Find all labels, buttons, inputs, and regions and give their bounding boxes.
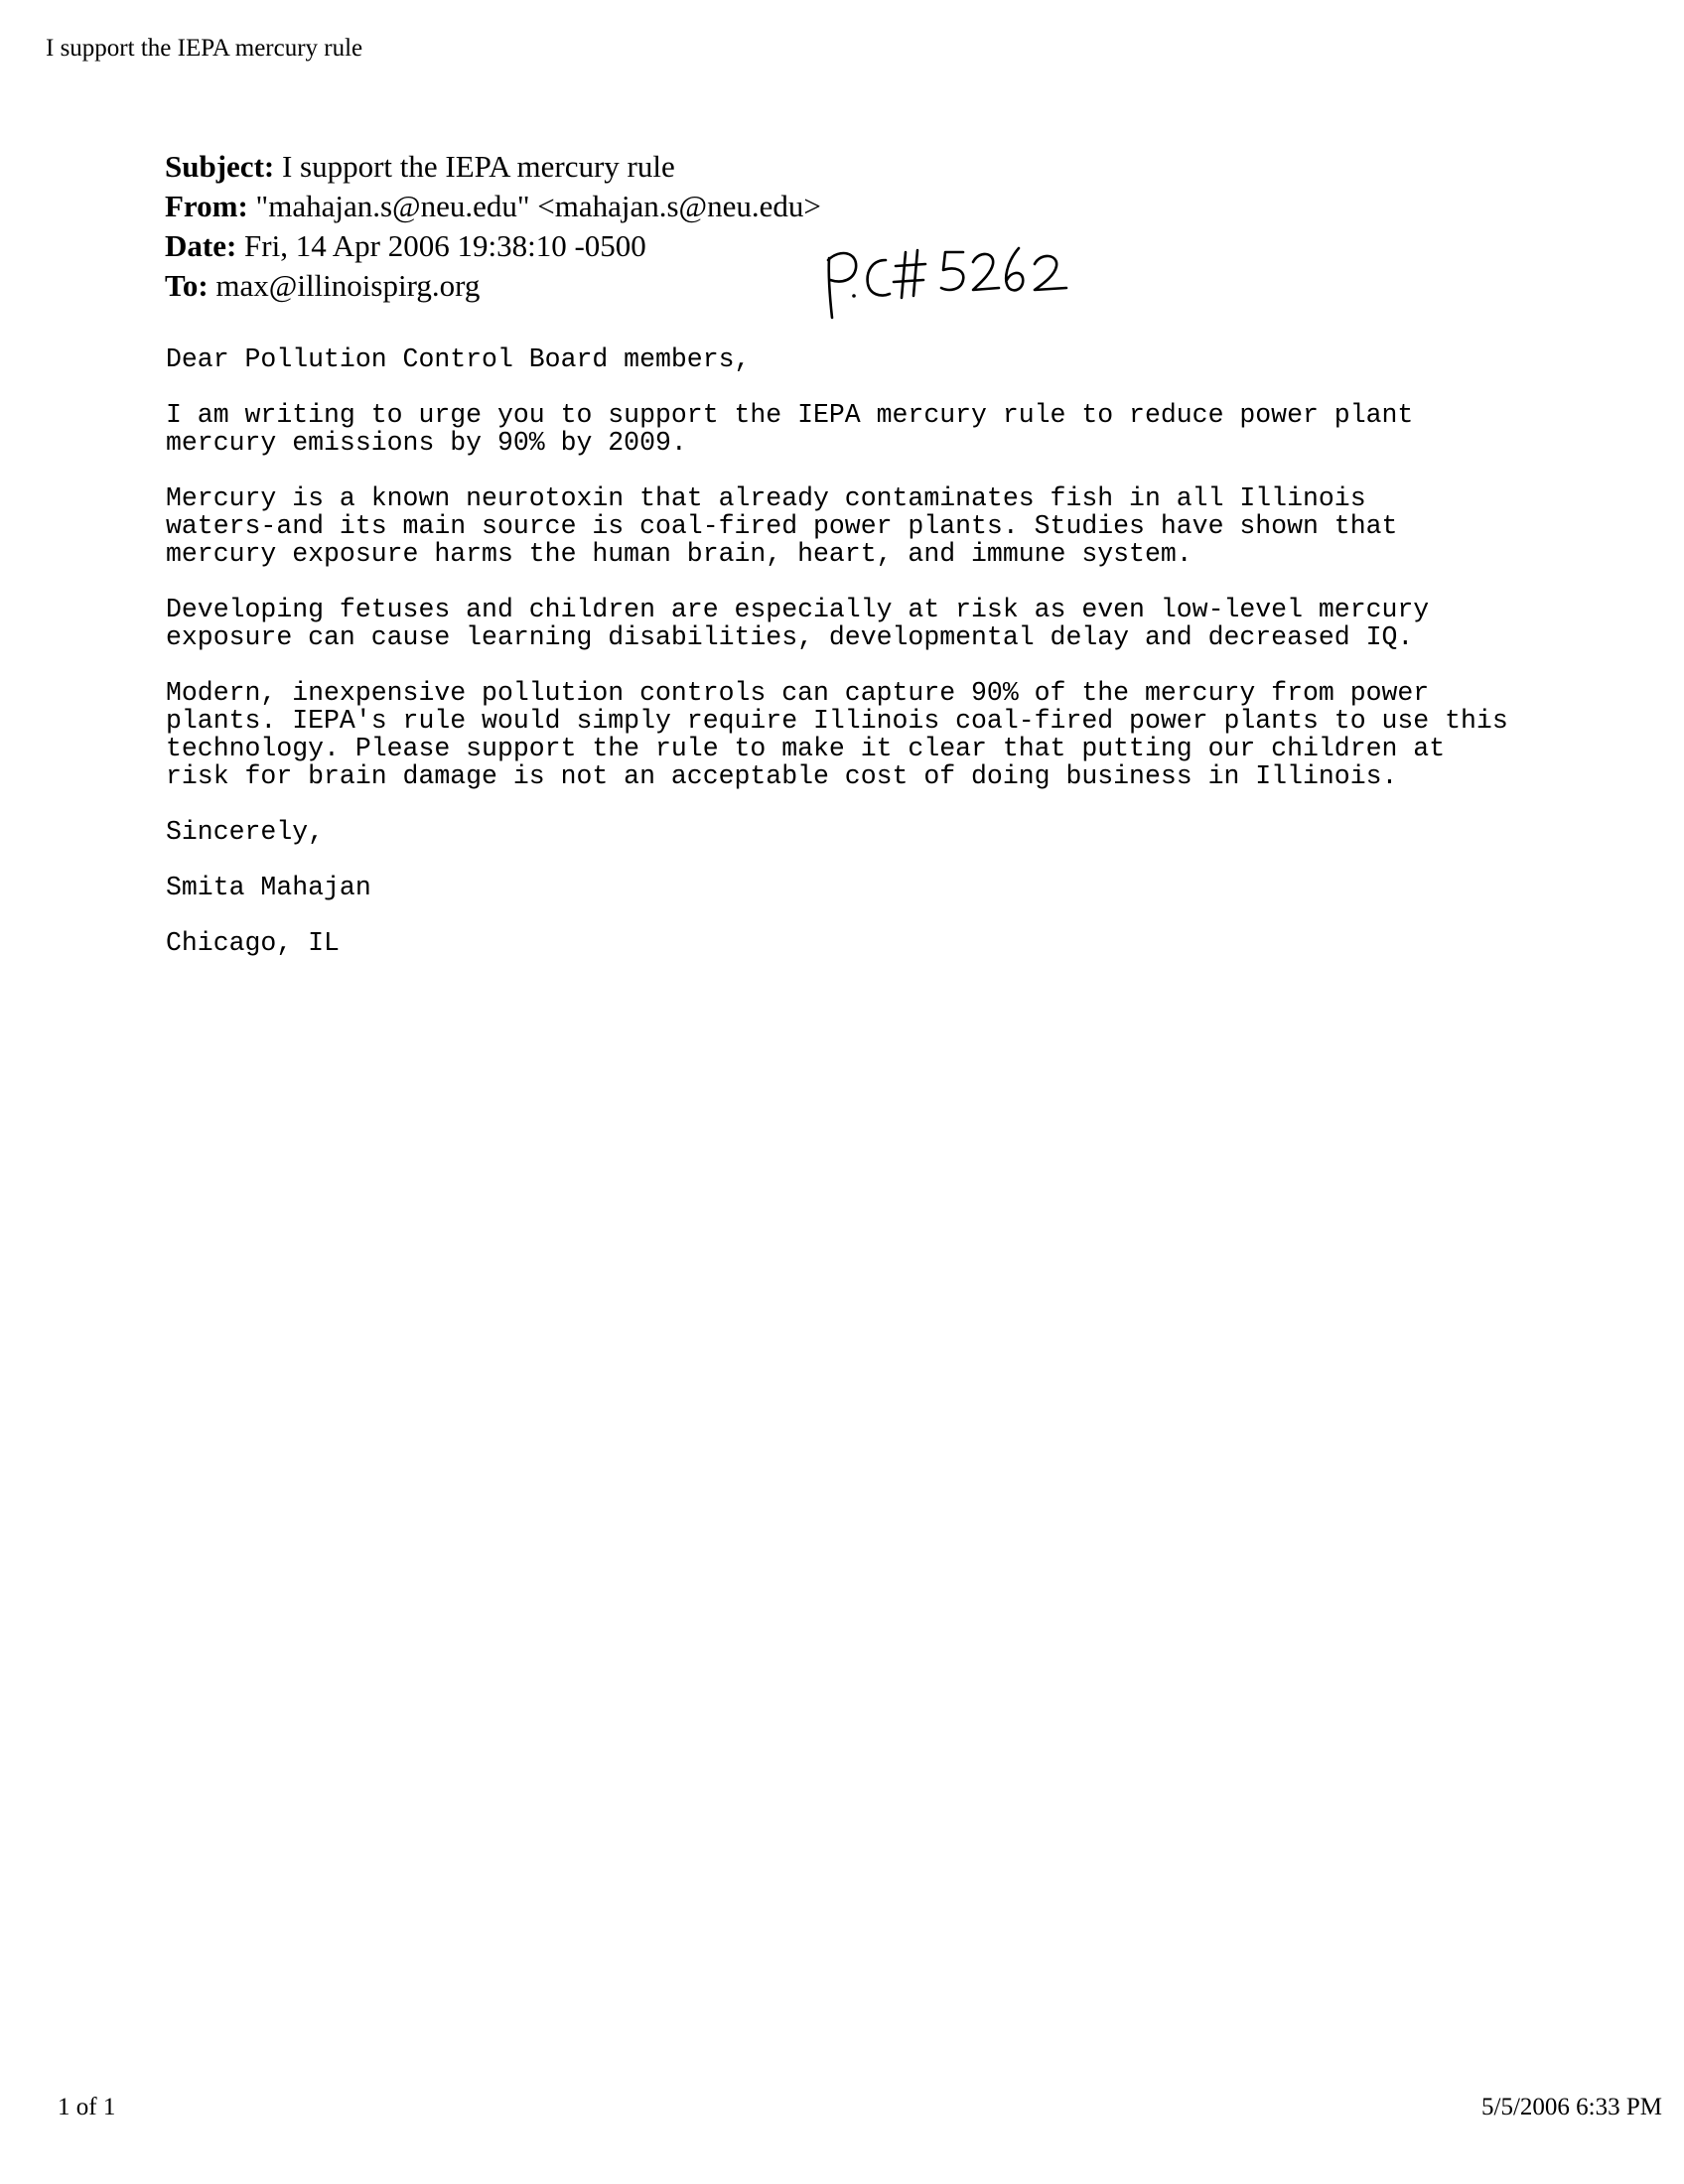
paragraph-3: Developing fetuses and children are especially at risk as even low-level mercury exposure can cause learning disabilities, developmental delay and decreased IQ. <box>166 595 1430 652</box>
date-label: Date: <box>165 228 237 263</box>
page-number: 1 of 1 <box>58 2094 116 2120</box>
subject-row <box>165 147 821 187</box>
from-row <box>165 187 821 226</box>
from-label: From: <box>165 189 248 223</box>
print-timestamp: 5/5/2006 6:33 PM <box>1481 2094 1662 2120</box>
email-body <box>166 345 1576 985</box>
email-headers <box>165 147 821 306</box>
salutation: Dear Pollution Control Board members, <box>166 344 751 374</box>
paragraph-4: Modern, inexpensive pollution controls can capture 90% of the mercury from power plants. IEPA's rule would simply require Illinois coal-fired power plants to use this technology. Please support the rule to make it clear that putting our children at risk for brain damage is not an acceptable cost of doing business in Illinois. <box>166 678 1508 791</box>
handwritten-annotation <box>814 238 1082 328</box>
date-value: Fri, 14 Apr 2006 19:38:10 -0500 <box>244 228 646 263</box>
closing: Sincerely, <box>166 817 325 847</box>
to-value: max@illinoispirg.org <box>215 268 481 303</box>
signature-name: Smita Mahajan <box>166 873 371 902</box>
subject-value: I support the IEPA mercury rule <box>281 149 675 184</box>
to-label: To: <box>165 268 209 303</box>
location: Chicago, IL <box>166 928 340 958</box>
paragraph-2: Mercury is a known neurotoxin that already contaminates fish in all Illinois waters-and its main source is coal-fired power plants. Studies have shown that mercury exposure harms the human brain, heart, and immune system. <box>166 483 1398 569</box>
paragraph-1: I am writing to urge you to support the IEPA mercury rule to reduce power plant mercury emissions by 90% by 2009. <box>166 400 1414 458</box>
date-row <box>165 226 821 266</box>
from-value: "mahajan.s@neu.edu" <mahajan.s@neu.edu> <box>255 189 821 223</box>
to-row <box>165 266 821 306</box>
print-header-title: I support the IEPA mercury rule <box>46 35 363 62</box>
subject-label: Subject: <box>165 149 275 184</box>
